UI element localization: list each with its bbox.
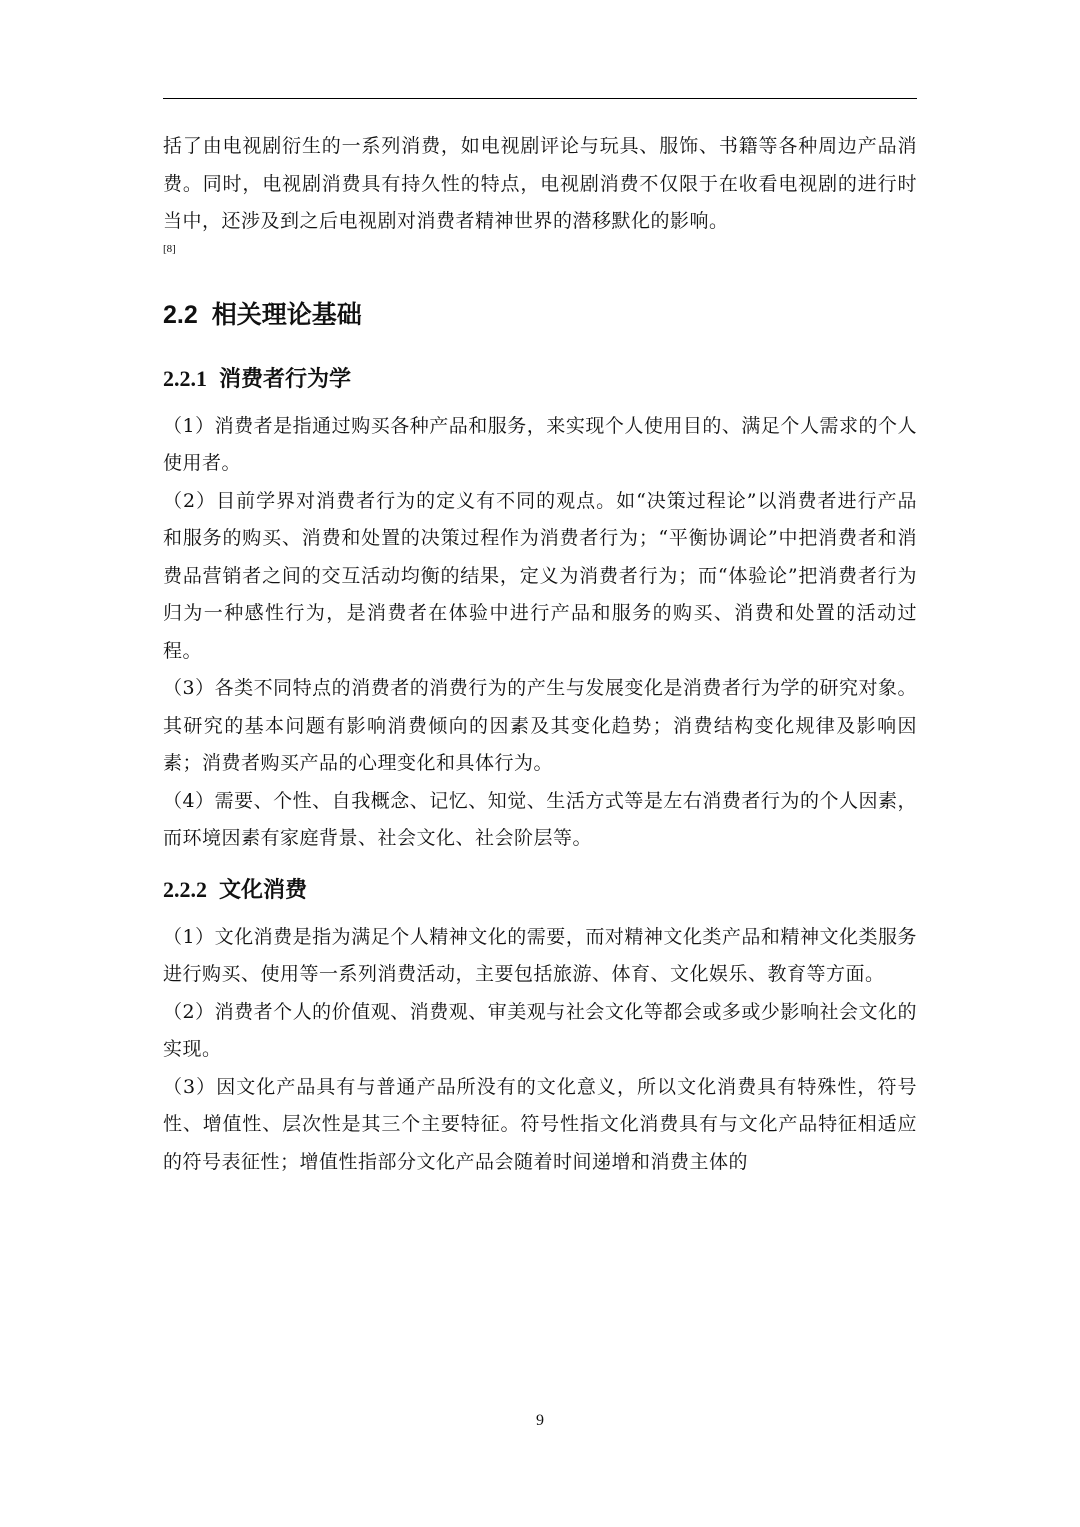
- page-number: 9: [536, 1412, 544, 1429]
- list-item: （3）因文化产品具有与普通产品所没有的文化意义，所以文化消费具有特殊性，符号性、增值性、层次性是其三个主要特征。符号性指文化消费具有与文化产品特征相适应的符号表征性；增值性指部分文化产品会随着时间递增和消费主体的: [163, 1075, 917, 1173]
- subsection-number: 2.2.2: [163, 876, 207, 902]
- subsection-heading-consumer-behavior: [163, 361, 917, 398]
- subsection-heading-cultural-consumption: [163, 872, 917, 909]
- intro-paragraph: 括了由电视剧衍生的一系列消费，如电视剧评论与玩具、服饰、书籍等各种周边产品消费。同时，电视剧消费具有持久性的特点，电视剧消费不仅限于在收看电视剧的进行时当中，还涉及到之后电视剧对消费者精神世界的潜移默化的影响。: [163, 135, 917, 232]
- subsection-number: 2.2.1: [163, 365, 207, 391]
- list-item: （3）各类不同特点的消费者的消费行为的产生与发展变化是消费者行为学的研究对象。其研究的基本问题有影响消费倾向的因素及其变化趋势；消费结构变化规律及影响因素；消费者购买产品的心理变化和具体行为。: [163, 677, 917, 774]
- section-title: 相关理论基础: [211, 299, 362, 329]
- section-heading: [163, 295, 917, 335]
- section-number: 2.2: [163, 300, 198, 329]
- citation-reference: [8]: [163, 242, 176, 255]
- list-item: （4）需要、个性、自我概念、记忆、知觉、生活方式等是左右消费者行为的个人因素，而环境因素有家庭背景、社会文化、社会阶层等。: [163, 789, 917, 849]
- page-content: [163, 128, 917, 1181]
- subsection-title: 文化消费: [219, 877, 308, 903]
- list-item: （2）消费者个人的价值观、消费观、审美观与社会文化等都会或多或少影响社会文化的实现。: [163, 1000, 917, 1060]
- header-rule: [163, 98, 917, 99]
- list-item: （2）目前学界对消费者行为的定义有不同的观点。如“决策过程论”以消费者进行产品和服务的购买、消费和处置的决策过程作为消费者行为；“平衡协调论”中把消费者和消费品营销者之间的交互活动均衡的结果，定义为消费者行为；而“体验论”把消费者行为归为一种感性行为，是消费者在体验中进行产品和服务的购买、消费和处置的活动过程。: [163, 489, 917, 662]
- subsection-title: 消费者行为学: [219, 366, 352, 392]
- list-item: （1）消费者是指通过购买各种产品和服务，来实现个人使用目的、满足个人需求的个人使用者。: [163, 414, 917, 474]
- list-item: （1）文化消费是指为满足个人精神文化的需要，而对精神文化类产品和精神文化类服务进行购买、使用等一系列消费活动，主要包括旅游、体育、文化娱乐、教育等方面。: [163, 925, 917, 985]
